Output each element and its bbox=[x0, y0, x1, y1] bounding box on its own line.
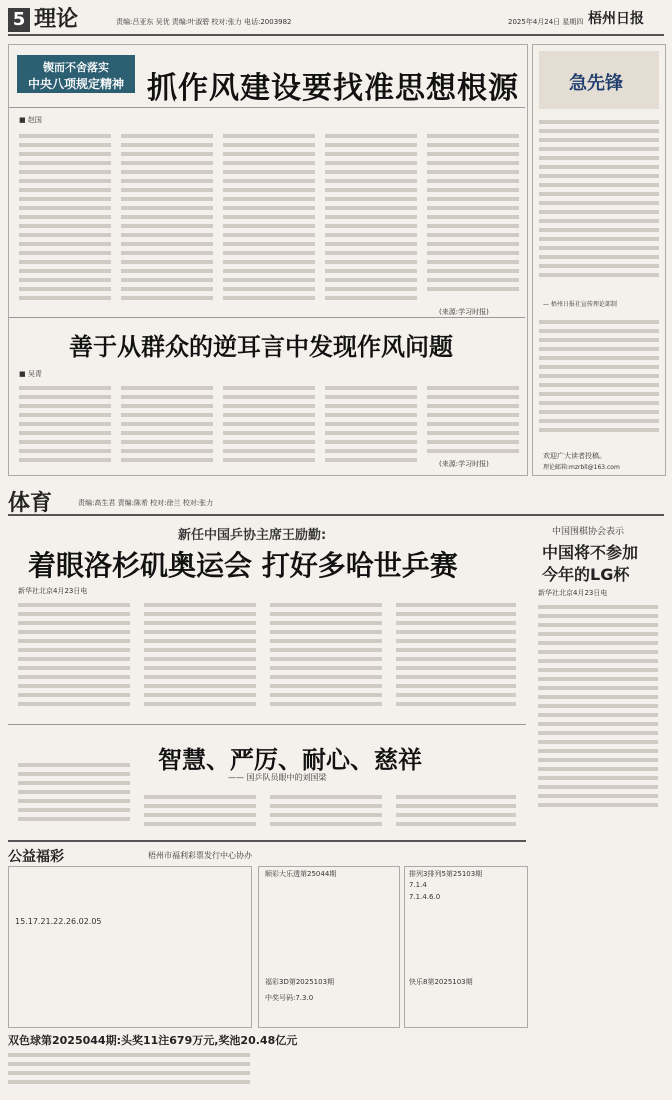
sidebar-email: 理论邮箱:mzrbll@163.com bbox=[543, 464, 620, 471]
lottery-box-left bbox=[8, 866, 252, 1028]
editor-line: 责编:吕亚东 吴优 责编:叶淑碧 校对:张力 电话:2003982 bbox=[116, 18, 292, 26]
second-source: (来源:学习时报) bbox=[439, 460, 489, 468]
fc3d-title: 福彩3D第2025103期 bbox=[265, 978, 335, 986]
sports-header bbox=[8, 486, 664, 516]
sports-side-article bbox=[532, 518, 664, 838]
text-column-2 bbox=[121, 129, 213, 309]
fc3d-numbers: 中奖号码:7.3.0 bbox=[265, 994, 314, 1002]
happy8-title: 快乐8第2025103期 bbox=[409, 978, 473, 986]
badge-line-1: 锲而不舍落实 bbox=[43, 61, 109, 74]
article-source: (来源:学习时报) bbox=[439, 308, 489, 316]
side-headline-1: 中国将不参加 bbox=[542, 543, 639, 562]
lottery-text bbox=[8, 1048, 250, 1088]
right-sidebar bbox=[532, 44, 666, 476]
sports-kicker: 新任中国乒协主席王励勤: bbox=[178, 528, 327, 543]
divider bbox=[9, 317, 525, 318]
sports2-column-1 bbox=[18, 758, 130, 828]
paper-name: 梧州日报 bbox=[588, 11, 644, 27]
ssq-numbers: 15.17.21.22.26.02.05 bbox=[15, 917, 102, 926]
sidebar-badge: 急先锋 bbox=[569, 73, 623, 94]
second-headline: 善于从群众的逆耳言中发现作风问题 bbox=[69, 332, 453, 361]
text-column-1 bbox=[19, 129, 111, 309]
sports-dateline: 新华社北京4月23日电 bbox=[18, 587, 88, 595]
top-article bbox=[8, 44, 528, 476]
ssq-headline: 双色球第2025044期:头奖11注679万元,奖池20.48亿元 bbox=[8, 1034, 298, 1047]
issue-date: 2025年4月24日 星期四 bbox=[508, 18, 584, 26]
sidebar-text-2 bbox=[539, 315, 659, 445]
pl3-numbers: 7.1.4 bbox=[409, 881, 427, 889]
sports-column-4 bbox=[396, 598, 516, 718]
pl3-box bbox=[404, 866, 528, 1028]
section-title: 理论 bbox=[34, 7, 79, 32]
side-text bbox=[538, 600, 658, 836]
sidebar-text-1 bbox=[539, 115, 659, 295]
sports2-column-3 bbox=[270, 790, 382, 830]
second-column-5 bbox=[427, 381, 519, 461]
text-column-3 bbox=[223, 129, 315, 309]
second-column-1 bbox=[19, 381, 111, 471]
pl5-numbers: 7.1.4.6.0 bbox=[409, 893, 441, 901]
pl3-title: 排列3排列5第25103期 bbox=[409, 870, 483, 878]
second-byline: ■ 吴青 bbox=[19, 370, 42, 378]
sports-column-2 bbox=[144, 598, 256, 718]
second-sports-headline: 智慧、严厉、耐心、慈祥 bbox=[158, 745, 422, 774]
dlt-title: 顺彩大乐透第25044期 bbox=[265, 870, 337, 878]
lottery-section bbox=[8, 840, 526, 1094]
side-kicker: 中国围棋协会表示 bbox=[552, 527, 625, 537]
article-headline: 抓作风建设要找准思想根源 bbox=[147, 71, 519, 106]
sports-lead bbox=[8, 518, 526, 788]
sports-section-title: 体育 bbox=[8, 491, 53, 516]
badge-line-2: 中央八项规定精神 bbox=[27, 77, 124, 91]
sports-column-3 bbox=[270, 598, 382, 718]
page-header bbox=[8, 6, 664, 36]
dlt-box bbox=[258, 866, 400, 1028]
byline: ■ 赵国 bbox=[19, 116, 42, 124]
sports2-column-4 bbox=[396, 790, 516, 830]
campaign-badge bbox=[17, 55, 135, 93]
page-number: 5 bbox=[8, 8, 30, 32]
divider bbox=[8, 724, 526, 725]
sidebar-banner bbox=[539, 51, 659, 109]
sports-headline: 着眼洛杉矶奥运会 打好多哈世乒赛 bbox=[28, 549, 458, 582]
divider bbox=[9, 107, 525, 108]
sports2-column-2 bbox=[144, 790, 256, 830]
text-column-4 bbox=[325, 129, 417, 309]
sports-editor-line: 责编:高生君 责编:陈希 校对:徐兰 校对:张力 bbox=[78, 499, 214, 507]
second-column-2 bbox=[121, 381, 213, 471]
lottery-title: 公益福彩 bbox=[8, 849, 64, 865]
lottery-banner: 梧州市福利彩票发行中心协办 bbox=[148, 851, 252, 860]
sports-column-1 bbox=[18, 598, 130, 718]
side-dateline: 新华社北京4月23日电 bbox=[538, 589, 608, 597]
second-sports-subhead: —— 国乒队员眼中的刘国梁 bbox=[228, 773, 327, 782]
sidebar-footer: 欢迎广大读者投稿。 bbox=[543, 452, 606, 460]
second-column-3 bbox=[223, 381, 315, 471]
second-column-4 bbox=[325, 381, 417, 471]
side-headline-2: 今年的LG杯 bbox=[542, 565, 630, 584]
sidebar-credit: — 梧州日报社宣传理论部制 bbox=[543, 301, 617, 308]
text-column-5 bbox=[427, 129, 519, 309]
